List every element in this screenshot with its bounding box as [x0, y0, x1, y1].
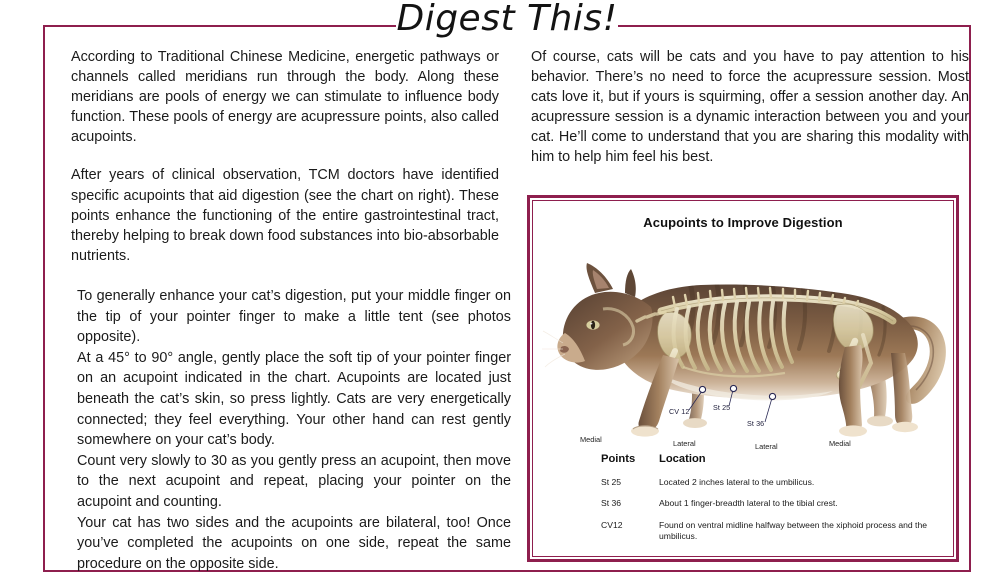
paw-label-lateral-left: Lateral: [673, 439, 696, 448]
column-header-location: Location: [659, 453, 706, 465]
table-row: [601, 477, 941, 498]
paw-label-medial-left: Medial: [580, 435, 602, 444]
paw-label-lateral-right: Lateral: [755, 442, 778, 451]
instruction-step-4: Your cat has two sides and the acupoints are bilateral, too! Once you’ve completed the acupoints on one side, repeat the same procedure on the opposite side.: [77, 514, 511, 572]
cell-point-st36: St 36: [601, 498, 622, 509]
acupoint-label-st36: St 36: [747, 419, 765, 428]
acupoint-label-st25: St 25: [713, 403, 731, 412]
frame-top-left-rule: [43, 25, 400, 27]
cat-skeleton-illustration: [541, 235, 953, 443]
left-column: [71, 47, 499, 266]
chart-panel-inner-border: [532, 200, 954, 557]
chart-title: Acupoints to Improve Digestion: [643, 215, 843, 230]
cell-location-st25: Located 2 inches lateral to the umbilicus.: [659, 477, 815, 487]
column-header-points: Points: [601, 453, 636, 465]
table-row: [601, 520, 941, 553]
points-location-table: [601, 453, 941, 553]
instruction-step-3: Count very slowly to 30 as you gently press an acupoint, then move to the next acupoint and repeat, placing your pointer on the acupoint and counting.: [77, 452, 511, 510]
cell-point-st25: St 25: [601, 477, 622, 487]
frame-top-right-rule: [614, 25, 971, 27]
cell-location-cv12: Found on ventral midline halfway between the xiphoid process and the umbilicus.: [659, 519, 928, 542]
cell-location-st36: About 1 finger-breadth lateral to the tibial crest.: [659, 498, 838, 509]
frame-left-rule: [43, 25, 45, 572]
paw-label-medial-right: Medial: [829, 439, 851, 448]
acupoint-label-cv12: CV 12: [669, 407, 690, 416]
acupoint-chart-panel: [529, 197, 957, 560]
left-paragraph-2: After years of clinical observation, TCM doctors have identified specific acupoints that aid digestion (see the chart on right). These points enhance the functioning of the entire gastrointestinal tract, thereby helping to break down food substances into bio-absorbable nutrients.: [71, 167, 500, 264]
frame-right-rule: [969, 25, 971, 572]
right-paragraph-1: Of course, cats will be cats and you have to pay attention to his behavior. There’s no need to force the acupressure session. Most cats love it, but if yours is squirming, offer a session another day. An acupressure session is a dynamic interaction between you and your cat. He’ll come to understand that you are sharing this modality with him to help him feel his best.: [531, 49, 969, 166]
instruction-step-2: At a 45° to 90° angle, gently place the soft tip of your pointer finger on an acupoint indicated in the chart. Acupoints are located just beneath the cat’s skin, so press lightly. Cats are very energetically connected; they feel everything. Your other hand can rest gently somewhere on your cat’s body.: [77, 349, 511, 449]
cell-point-cv12: CV12: [601, 519, 623, 530]
right-column: [531, 47, 969, 168]
table-row: [601, 498, 941, 519]
left-paragraph-1: According to Traditional Chinese Medicine, energetic pathways or channels called meridians run through the body. Along these meridians are pools of energy we can stimulate to influence body function. These pools of energy are acupressure points, also called acupoints.: [71, 49, 499, 146]
page-title: Digest This!: [396, 0, 618, 42]
acupoint-legend-table: [601, 453, 941, 553]
instructions-block: [77, 286, 511, 574]
instruction-step-1: To generally enhance your cat’s digestion, put your middle finger on the tip of your pointer finger to make a little tent (see photos opposite).: [77, 288, 511, 346]
table-header-row: [601, 453, 941, 477]
